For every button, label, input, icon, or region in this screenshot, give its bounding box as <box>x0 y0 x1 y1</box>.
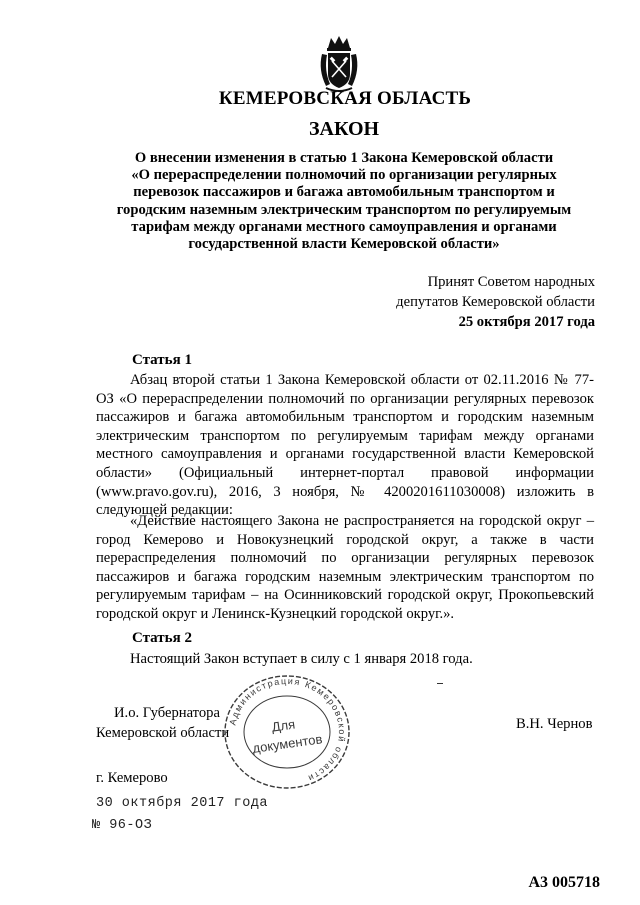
typed-number: № 96-ОЗ <box>92 818 153 833</box>
position-line: Кемеровской области <box>96 725 230 741</box>
law-title-line: тарифам между органами местного самоуправления и органами <box>131 218 557 235</box>
adoption-line: депутатов Кемеровской области <box>396 294 595 310</box>
svg-text:Администрация Кемеровской обла: Администрация Кемеровской области <box>227 675 348 784</box>
law-title-line: перевозок пассажиров и багажа автомобильным транспортом и <box>133 184 555 201</box>
position-line: И.о. Губернатора <box>114 705 220 721</box>
article-2-heading: Статья 2 <box>132 630 192 646</box>
signatory-name: В.Н. Чернов <box>516 716 593 732</box>
adoption-line: Принят Советом народных <box>427 274 595 290</box>
article-1-heading: Статья 1 <box>132 352 192 368</box>
stamp-text: Для <box>270 716 297 735</box>
place-of-signing: г. Кемерово <box>96 770 168 786</box>
signatory-position <box>96 703 229 743</box>
stamp-text: документов <box>251 731 324 756</box>
official-stamp <box>212 672 362 792</box>
region-heading: КЕМЕРОВСКАЯ ОБЛАСТЬ <box>218 88 472 109</box>
law-title <box>100 150 588 253</box>
adoption-date: 25 октября 2017 года <box>458 314 595 330</box>
law-title-line: О внесении изменения в статью 1 Закона Кемеровской области <box>134 150 554 166</box>
serial-number: А3 005718 <box>528 874 600 891</box>
law-title-line: государственной власти Кемеровской области» <box>188 236 500 253</box>
article-1-paragraph: Абзац второй статьи 1 Закона Кемеровской области от 02.11.2016 № 77-ОЗ «О перераспределении полномочий по организации регулярных перевозок пассажиров и багажа автомобильным транспортом и городским наземным электрическим транспортом по регулируемым тарифам между органами местного самоуправления и органами государственной власти Кемеровской области» (Официальный интернет-портал правовой информации (www.pravo.gov.ru), 2016, 3 ноября, № 4200201611030008) изложить в следующей редакции: <box>96 372 594 519</box>
law-title-line: городским наземным электрическим транспортом по регулируемым <box>116 201 572 218</box>
coat-of-arms-emblem <box>318 36 360 92</box>
ink-mark <box>437 683 443 684</box>
law-title-line: «О перераспределении полномочий по организации регулярных <box>131 167 557 184</box>
typed-date: 30 октября 2017 года <box>96 796 269 811</box>
document-type-heading: ЗАКОН <box>308 118 380 140</box>
article-2-text: Настоящий Закон вступает в силу с 1 января 2018 года. <box>130 651 473 667</box>
article-1-quoted-paragraph: «Действие настоящего Закона не распространяется на городской округ – город Кемерово и Новокузнецкий городской округ, а также в части перераспределения полномочий по организации регулярных перевозок пассажиров и багажа городским наземным электрическим транспортом по регулируемым тарифам – на Осинниковский городской округ, Прокопьевский городской округ и Ленинск-Кузнецкий городской округ.». <box>96 513 594 622</box>
adoption-block <box>396 272 595 332</box>
